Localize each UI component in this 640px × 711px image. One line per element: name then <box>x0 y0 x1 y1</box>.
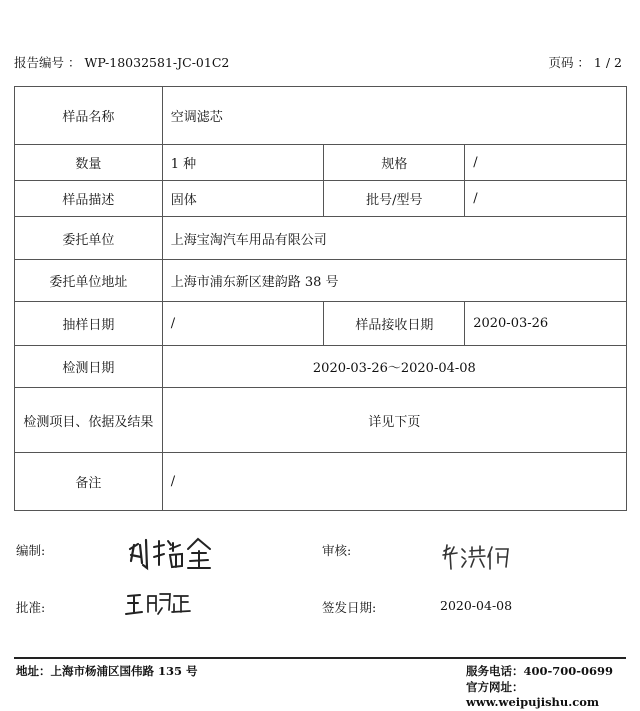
quantity-label: 数量 <box>15 145 163 181</box>
sample-name-value: 空调滤芯 <box>162 87 626 145</box>
batch-value: / <box>465 181 627 217</box>
received-date-value: 2020-03-26 <box>465 302 627 346</box>
client-address-label: 委托单位地址 <box>15 260 163 302</box>
table-row <box>15 217 627 260</box>
test-items-value: 详见下页 <box>162 388 626 453</box>
spec-value: / <box>465 145 627 181</box>
editor-label: 编制: <box>16 543 46 558</box>
footer-website-label: 官方网址： <box>466 680 524 694</box>
footer-divider <box>14 657 626 659</box>
footer-address: 地址：上海市杨浦区国伟路 135 号 <box>16 664 198 678</box>
table-row <box>15 181 627 217</box>
report-number-value: WP-18032581-JC-01C2 <box>84 55 230 70</box>
sample-name-label: 样品名称 <box>15 87 163 145</box>
page-number-value: 1 / 2 <box>593 55 622 70</box>
approver-label: 批准: <box>16 600 46 615</box>
approver-signature <box>124 588 194 618</box>
sample-desc-value: 固体 <box>162 181 324 217</box>
report-number <box>14 53 229 71</box>
client-label: 委托单位 <box>15 217 163 260</box>
report-header <box>14 53 626 71</box>
remarks-label: 备注 <box>15 453 163 511</box>
table-row <box>15 346 627 388</box>
received-date-label: 样品接收日期 <box>324 302 465 346</box>
page-number-label: 页码 ： <box>548 55 590 70</box>
footer-website <box>466 679 640 709</box>
sample-desc-label: 样品描述 <box>15 181 163 217</box>
remarks-value: / <box>162 453 626 511</box>
footer-phone <box>466 663 613 679</box>
quantity-value: 1 种 <box>162 145 324 181</box>
test-date-value: 2020-03-26～2020-04-08 <box>162 346 626 388</box>
footer-phone-value: 400-700-0699 <box>523 664 614 678</box>
footer-phone-label: 服务电话： <box>466 664 524 678</box>
table-row <box>15 302 627 346</box>
reviewer-label: 审核: <box>322 543 352 558</box>
table-row <box>15 260 627 302</box>
table-row <box>15 388 627 453</box>
editor-signature <box>126 531 218 573</box>
sample-info-table <box>14 86 627 511</box>
footer-website-value: www.weipujishu.com <box>466 695 600 709</box>
client-address-value: 上海市浦东新区建韵路 38 号 <box>162 260 626 302</box>
table-row <box>15 145 627 181</box>
client-value: 上海宝淘汽车用品有限公司 <box>162 217 626 260</box>
page-number <box>548 53 622 71</box>
spec-label: 规格 <box>324 145 465 181</box>
issue-date-label: 签发日期: <box>322 600 377 615</box>
reviewer-signature <box>440 541 512 573</box>
report-number-label: 报告编号 ： <box>14 55 81 70</box>
sampling-date-label: 抽样日期 <box>15 302 163 346</box>
test-date-label: 检测日期 <box>15 346 163 388</box>
test-items-label: 检测项目、依据及结果 <box>15 388 163 453</box>
table-row <box>15 453 627 511</box>
sampling-date-value: / <box>162 302 324 346</box>
table-row <box>15 87 627 145</box>
batch-label: 批号/型号 <box>324 181 465 217</box>
issue-date-value: 2020-04-08 <box>440 598 513 613</box>
